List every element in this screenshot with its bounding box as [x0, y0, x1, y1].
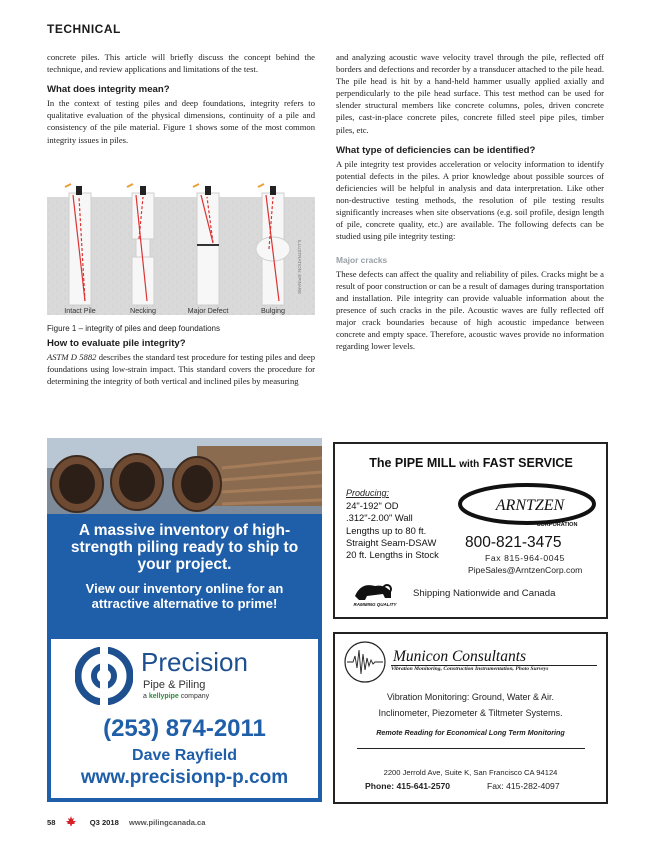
- cracks-paragraph: These defects can affect the quality and reliability of piles. Cracks might be a result of poor construction or can be a result of damages during transportation and installation. Pile integrity can provide valuable information about the presence of such cracks in the pile. Acoustic waves are fully reflected off major crack boundaries because of high acoustic impedance between concrete and empty space. Therefore, acoustic waves provide no information regarding lower levels.: [336, 268, 604, 352]
- product-item: 24"-192" OD: [346, 500, 399, 511]
- label-intact-pile: Intact Pile: [64, 306, 96, 315]
- municon-line1: Vibration Monitoring: Ground, Water & Air.: [386, 692, 555, 702]
- heading-deficiencies: What type of deficiencies can be identified?: [336, 144, 536, 156]
- arntzen-fax: Fax 815-964-0045: [485, 553, 565, 563]
- precision-name: Precision: [141, 647, 248, 677]
- precision-logo-icon: [75, 647, 133, 705]
- section-tag: TECHNICAL: [47, 22, 121, 36]
- product-item: .312"-2.00" Wall: [346, 512, 413, 524]
- precision-ad[interactable]: [47, 438, 322, 802]
- arntzen-email[interactable]: PipeSales@ArntzenCorp.com: [468, 565, 583, 575]
- precision-sub: Pipe & Piling: [143, 679, 206, 691]
- municon-title: Municon Consultants: [393, 648, 527, 665]
- product-item: 20 ft. Lengths in Stock: [346, 549, 439, 561]
- intact-pile-diagram: [65, 184, 91, 305]
- major-defect-pile-diagram: [193, 184, 219, 305]
- precision-headline: A massive inventory of high-strength piling ready to ship to your project.: [70, 522, 299, 573]
- products-list: [346, 500, 439, 561]
- ram-icon: [347, 578, 403, 608]
- kellypipe-brand: kellypipe: [148, 693, 179, 700]
- integrity-paragraph: In the context of testing piles and deep foundations, integrity refers to qualitative evaluation of the physical dimensions, continuity of a pile and consistency of the pile material. Figure 1 shows some of the most common integrity issues in piles.: [47, 98, 315, 145]
- left-column-top: [47, 51, 315, 146]
- right-column: [336, 51, 604, 352]
- arntzen-ad[interactable]: [333, 442, 608, 619]
- deficiencies-paragraph: A pile integrity test provides acceleration or velocity information to identify potential defects in the piles. A prior knowledge about possible sources of deficiencies will be helpful in analysis and data interpretation. Like other non-destructive testing methods, the resolution of pile testing results significantly increases when site observations (e.g. soil profile, design length of pile, concrete quality, etc.) are available. The following defects can be studied using pile integrity testing:: [336, 158, 604, 242]
- arntzen-logo-sub: CORPORATION: [536, 522, 578, 528]
- precision-subhead: View our inventory online for an attractive alternative to prime!: [85, 581, 284, 611]
- product-item: Straight Seam-DSAW: [346, 536, 437, 548]
- municon-subtitle: Vibration Monitoring, Construction Instrumentation, Photo Surveys: [391, 666, 549, 672]
- label-necking: Necking: [130, 306, 156, 315]
- arntzen-phone[interactable]: 800-821-3475: [465, 534, 562, 551]
- title-part-c: FAST SERVICE: [479, 456, 573, 470]
- title-part-b: with: [459, 459, 480, 470]
- precision-company: [143, 693, 209, 700]
- evaluate-paragraph: [47, 351, 315, 387]
- figure-caption: Figure 1 – integrity of piles and deep foundations: [47, 324, 221, 333]
- municon-remote: Remote Reading for Economical Long Term Monitoring: [376, 728, 565, 737]
- label-major-defect: Major Defect: [187, 306, 229, 315]
- label-bulging: Bulging: [261, 306, 285, 315]
- issue: Q3 2018: [89, 818, 119, 827]
- arntzen-title: [343, 456, 599, 470]
- astm-standard: ASTM D 5882: [47, 352, 97, 363]
- figure-credit: ILLUSTRATION: EPINARE: [297, 240, 302, 295]
- pipes-photo: [47, 438, 322, 514]
- municon-line2: Inclinometer, Piezometer & Tiltmeter Systems.: [378, 708, 563, 718]
- page-number: 58: [47, 818, 56, 827]
- precision-contact: Dave Rayfield: [132, 747, 237, 764]
- heading-major-cracks: Major cracks: [336, 255, 388, 266]
- arntzen-shipping: Shipping Nationwide and Canada: [413, 588, 556, 599]
- title-part-a: The PIPE MILL: [369, 456, 460, 470]
- maple-leaf-icon: [66, 816, 76, 826]
- municon-fax: Fax: 415-282-4097: [487, 781, 560, 791]
- heading-evaluate: How to evaluate pile integrity?: [47, 338, 186, 349]
- municon-address: 2200 Jerrold Ave, Suite K, San Francisco CA 94124: [383, 768, 558, 777]
- precision-website[interactable]: www.precisionp-p.com: [80, 767, 289, 788]
- heading-integrity: What does integrity mean?: [47, 84, 170, 96]
- ramming-quality-tag: RAMMING QUALITY: [353, 602, 397, 607]
- municon-logo-icon: [343, 640, 387, 684]
- product-item: Lengths up to 80 ft.: [346, 524, 427, 536]
- footer-url[interactable]: www.pilingcanada.ca: [128, 818, 206, 827]
- page-footer: [47, 816, 206, 827]
- municon-phone[interactable]: Phone: 415-641-2570: [365, 781, 451, 791]
- intro-paragraph: concrete piles. This article will briefly discuss the concept behind the technique, and review applications and limitations of the test.: [47, 52, 315, 75]
- continued-paragraph: and analyzing acoustic wave velocity travel through the pile, reflected off borders and defections and recorder by a transducer attached to the pile head. The pile head is hit by a hand-held hammer usually applied axially and perpendicularly to the pile head surface. This test method can be used for slender structural members like concrete columns, poles, driven concrete piles, cast-in-place concrete piles, concrete filled steel pipe piles, timber piles, etc.: [336, 52, 604, 135]
- divider: [357, 748, 585, 749]
- company-post: company: [178, 693, 210, 700]
- producing-label: Producing:: [346, 488, 390, 498]
- company-pre: a: [143, 693, 149, 700]
- arntzen-logo: [457, 482, 597, 528]
- left-column-bottom: [47, 338, 315, 387]
- precision-contact-panel: [47, 635, 322, 802]
- pile-integrity-figure: [47, 183, 315, 315]
- precision-phone[interactable]: (253) 874-2011: [103, 715, 266, 742]
- evaluate-text: describes the standard test procedure for testing piles and deep foundations using low-strain impact. This standard covers the procedure for determining the integrity of both vertical and inclined piles by measuring: [47, 352, 315, 387]
- arntzen-logo-text: ARNTZEN: [495, 497, 565, 514]
- municon-ad[interactable]: [333, 632, 608, 804]
